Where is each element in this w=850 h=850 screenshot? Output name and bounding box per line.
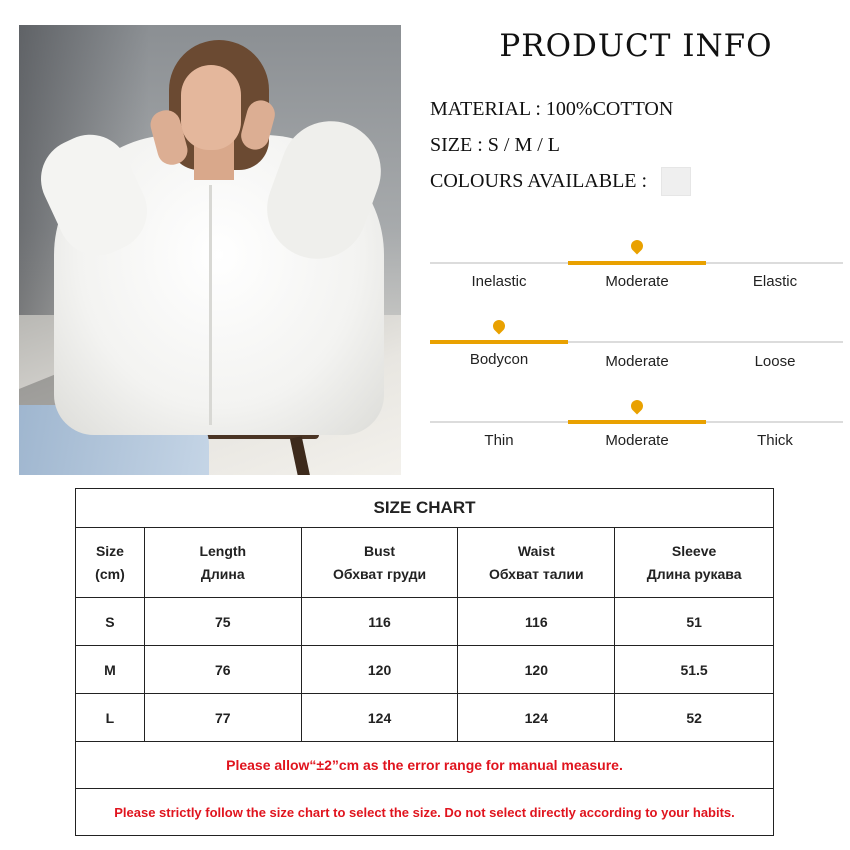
table-cell: 124 [301, 694, 458, 742]
fit-scale [430, 320, 843, 370]
scale-label: Moderate [605, 273, 669, 290]
table-cell: 51 [615, 598, 774, 646]
table-cell: 52 [615, 694, 774, 742]
size-chart-title: SIZE CHART [76, 489, 774, 528]
scale-label: Elastic [752, 273, 798, 290]
scale-label: Thin [484, 432, 514, 449]
table-cell: 120 [458, 646, 615, 694]
size-chart-table [75, 488, 774, 836]
table-cell: 75 [144, 598, 301, 646]
scale-active-segment [568, 420, 706, 424]
colours-line: COLOURS AVAILABLE : [430, 170, 648, 192]
table-cell: 51.5 [615, 646, 774, 694]
scale-label: Moderate [605, 353, 669, 370]
header-cell: Size (cm) [76, 528, 145, 598]
table-cell: 124 [458, 694, 615, 742]
header-cell: Sleeve Длина рукава [615, 528, 774, 598]
elasticity-scale [430, 240, 843, 290]
scale-label: Inelastic [471, 273, 527, 290]
product-info-title: PRODUCT INFO [499, 28, 773, 64]
size-selection-note: Please strictly follow the size chart to select the size. Do not select directly according to your habits. [76, 789, 774, 836]
table-row [76, 598, 774, 646]
table-row [76, 694, 774, 742]
header-cell: Waist Обхват талии [458, 528, 615, 598]
measurement-note: Please allow“±2”cm as the error range for manual measure. [76, 742, 774, 789]
table-cell: S [76, 598, 145, 646]
table-cell: L [76, 694, 145, 742]
scale-label: Thick [757, 432, 793, 449]
product-photo [19, 25, 401, 475]
scale-label: Loose [754, 353, 796, 370]
size-line: SIZE : S / M / L [430, 134, 561, 156]
thickness-scale [430, 400, 843, 449]
header-cell: Length Длина [144, 528, 301, 598]
shirt-placket [209, 185, 212, 425]
table-cell: 116 [458, 598, 615, 646]
scale-active-segment [568, 261, 706, 265]
table-cell: M [76, 646, 145, 694]
table-header-row [76, 528, 774, 598]
header-cell: Bust Обхват груди [301, 528, 458, 598]
table-cell: 120 [301, 646, 458, 694]
table-row [76, 646, 774, 694]
material-line: MATERIAL : 100%COTTON [430, 98, 674, 120]
scale-label: Bodycon [469, 351, 529, 368]
table-cell: 77 [144, 694, 301, 742]
table-cell: 76 [144, 646, 301, 694]
table-cell: 116 [301, 598, 458, 646]
scale-active-segment [430, 340, 568, 344]
colour-swatch-white[interactable] [661, 167, 691, 196]
model-face [181, 65, 241, 150]
scale-label: Moderate [605, 432, 669, 449]
